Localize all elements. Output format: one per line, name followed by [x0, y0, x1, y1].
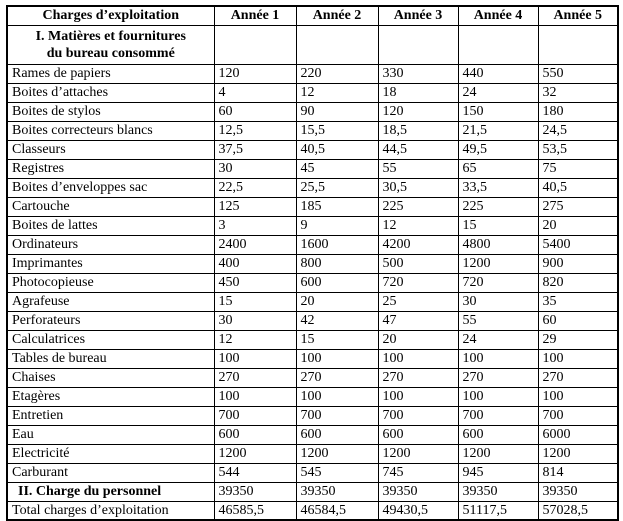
cell-value: 700: [296, 406, 378, 425]
table-row: [7, 140, 618, 159]
personnel-row: [7, 482, 618, 501]
cell-value: 100: [378, 387, 458, 406]
cell-value: 12,5: [214, 121, 296, 140]
cell-value: 270: [378, 368, 458, 387]
table-row: [7, 254, 618, 273]
cell-value: 12: [214, 330, 296, 349]
row-label: Boites de lattes: [7, 216, 214, 235]
cell-value: 1200: [458, 254, 538, 273]
cell-value: 4800: [458, 235, 538, 254]
row-label: Calculatrices: [7, 330, 214, 349]
cell-value: 400: [214, 254, 296, 273]
cell-value: 12: [378, 216, 458, 235]
row-label: Carburant: [7, 463, 214, 482]
cell-value: 25,5: [296, 178, 378, 197]
cell-value: 60: [214, 102, 296, 121]
table-row: [7, 444, 618, 463]
cell-value: 24: [458, 330, 538, 349]
cell-value: 450: [214, 273, 296, 292]
cell-value: 49,5: [458, 140, 538, 159]
cell-value: 545: [296, 463, 378, 482]
table-row: [7, 292, 618, 311]
row-label: Boites de stylos: [7, 102, 214, 121]
cell-value: 700: [458, 406, 538, 425]
cell-value: 45: [296, 159, 378, 178]
row-label: Etagères: [7, 387, 214, 406]
cell-value: 46585,5: [214, 501, 296, 520]
cell-value: 440: [458, 64, 538, 83]
row-label: Classeurs: [7, 140, 214, 159]
cell-value: 100: [458, 387, 538, 406]
row-label: Entretien: [7, 406, 214, 425]
cell-value: 270: [458, 368, 538, 387]
table-row: [7, 425, 618, 444]
cell-value: 60: [538, 311, 618, 330]
cell-value: 42: [296, 311, 378, 330]
cell-value: 30: [214, 159, 296, 178]
table-row: [7, 273, 618, 292]
cell-value: 15: [458, 216, 538, 235]
cell-value: 12: [296, 83, 378, 102]
cell-value: 814: [538, 463, 618, 482]
table-row: [7, 121, 618, 140]
cell-value: 150: [458, 102, 538, 121]
table-row: [7, 178, 618, 197]
cell-value: 20: [378, 330, 458, 349]
row-label: Boites correcteurs blancs: [7, 121, 214, 140]
cell-value: 275: [538, 197, 618, 216]
cell-value: 550: [538, 64, 618, 83]
cell-value: 600: [378, 425, 458, 444]
cell-value: 6000: [538, 425, 618, 444]
cell-value: 3: [214, 216, 296, 235]
cell-value: 25: [378, 292, 458, 311]
header-annee-1: Année 1: [214, 6, 296, 25]
cell-value: 51117,5: [458, 501, 538, 520]
cell-value: 46584,5: [296, 501, 378, 520]
cell-value: 100: [214, 387, 296, 406]
row-label: Agrafeuse: [7, 292, 214, 311]
cell-value: 22,5: [214, 178, 296, 197]
cell-value: 4: [214, 83, 296, 102]
cell-value: 65: [458, 159, 538, 178]
table-row: [7, 235, 618, 254]
cell-value: 600: [296, 425, 378, 444]
cell-value: 100: [538, 387, 618, 406]
cell-value: 270: [296, 368, 378, 387]
cell-value: 30,5: [378, 178, 458, 197]
cell-value: 39350: [458, 482, 538, 501]
table-row: [7, 64, 618, 83]
cell-value: 700: [214, 406, 296, 425]
row-label: Registres: [7, 159, 214, 178]
cell-value: 33,5: [458, 178, 538, 197]
table-row: [7, 197, 618, 216]
table-row: [7, 406, 618, 425]
section-row: [7, 25, 618, 64]
section-label: [7, 25, 214, 64]
cell-value: 20: [538, 216, 618, 235]
header-row: [7, 6, 618, 25]
cell-value: 900: [538, 254, 618, 273]
cell-value: 44,5: [378, 140, 458, 159]
cell-value: 39350: [296, 482, 378, 501]
empty-cell: [214, 25, 296, 64]
row-label: Photocopieuse: [7, 273, 214, 292]
row-label: Boites d’enveloppes sac: [7, 178, 214, 197]
cell-value: 2400: [214, 235, 296, 254]
cell-value: 5400: [538, 235, 618, 254]
cell-value: 90: [296, 102, 378, 121]
cell-value: 720: [458, 273, 538, 292]
row-label: II. Charge du personnel: [7, 482, 214, 501]
cell-value: 100: [378, 349, 458, 368]
cell-value: 120: [378, 102, 458, 121]
cell-value: 15: [296, 330, 378, 349]
section-label-line: I. Matières et fournitures: [35, 28, 186, 44]
cell-value: 9: [296, 216, 378, 235]
row-label: Total charges d’exploitation: [7, 501, 214, 520]
row-label: Chaises: [7, 368, 214, 387]
cell-value: 57028,5: [538, 501, 618, 520]
cell-value: 700: [378, 406, 458, 425]
cell-value: 600: [458, 425, 538, 444]
cell-value: 21,5: [458, 121, 538, 140]
cell-value: 185: [296, 197, 378, 216]
row-label: Boites d’attaches: [7, 83, 214, 102]
cell-value: 15,5: [296, 121, 378, 140]
cell-value: 745: [378, 463, 458, 482]
cell-value: 100: [214, 349, 296, 368]
cell-value: 1200: [378, 444, 458, 463]
cell-value: 30: [214, 311, 296, 330]
table-row: [7, 330, 618, 349]
cell-value: 100: [538, 349, 618, 368]
cell-value: 1200: [214, 444, 296, 463]
cell-value: 1200: [296, 444, 378, 463]
cell-value: 220: [296, 64, 378, 83]
cell-value: 544: [214, 463, 296, 482]
cell-value: 600: [214, 425, 296, 444]
cell-value: 55: [458, 311, 538, 330]
cell-value: 120: [214, 64, 296, 83]
table-row: [7, 349, 618, 368]
section-label-line: du bureau consommé: [46, 45, 175, 61]
cell-value: 1600: [296, 235, 378, 254]
cell-value: 40,5: [296, 140, 378, 159]
row-label: Rames de papiers: [7, 64, 214, 83]
empty-cell: [378, 25, 458, 64]
row-label: Eau: [7, 425, 214, 444]
cell-value: 18,5: [378, 121, 458, 140]
row-label: Perforateurs: [7, 311, 214, 330]
cell-value: 47: [378, 311, 458, 330]
charges-table: [6, 5, 619, 521]
cell-value: 18: [378, 83, 458, 102]
cell-value: 1200: [458, 444, 538, 463]
cell-value: 39350: [214, 482, 296, 501]
cell-value: 20: [296, 292, 378, 311]
cell-value: 32: [538, 83, 618, 102]
row-label: Cartouche: [7, 197, 214, 216]
empty-cell: [458, 25, 538, 64]
table-row: [7, 368, 618, 387]
cell-value: 24: [458, 83, 538, 102]
cell-value: 29: [538, 330, 618, 349]
cell-value: 800: [296, 254, 378, 273]
cell-value: 125: [214, 197, 296, 216]
row-label: Tables de bureau: [7, 349, 214, 368]
cell-value: 1200: [538, 444, 618, 463]
header-annee-4: Année 4: [458, 6, 538, 25]
cell-value: 30: [458, 292, 538, 311]
cell-value: 945: [458, 463, 538, 482]
cell-value: 270: [538, 368, 618, 387]
table-row: [7, 83, 618, 102]
cell-value: 39350: [378, 482, 458, 501]
cell-value: 53,5: [538, 140, 618, 159]
cell-value: 100: [458, 349, 538, 368]
table-body: [7, 25, 618, 520]
cell-value: 180: [538, 102, 618, 121]
cell-value: 55: [378, 159, 458, 178]
table-row: [7, 387, 618, 406]
header-annee-5: Année 5: [538, 6, 618, 25]
table-row: [7, 311, 618, 330]
row-label: Ordinateurs: [7, 235, 214, 254]
cell-value: 225: [458, 197, 538, 216]
cell-value: 820: [538, 273, 618, 292]
cell-value: 39350: [538, 482, 618, 501]
cell-value: 15: [214, 292, 296, 311]
cell-value: 330: [378, 64, 458, 83]
cell-value: 270: [214, 368, 296, 387]
cell-value: 4200: [378, 235, 458, 254]
cell-value: 225: [378, 197, 458, 216]
cell-value: 500: [378, 254, 458, 273]
row-label: Electricité: [7, 444, 214, 463]
table-row: [7, 159, 618, 178]
cell-value: 49430,5: [378, 501, 458, 520]
table-row: [7, 102, 618, 121]
row-label: Imprimantes: [7, 254, 214, 273]
total-row: [7, 501, 618, 520]
header-annee-3: Année 3: [378, 6, 458, 25]
cell-value: 75: [538, 159, 618, 178]
empty-cell: [296, 25, 378, 64]
empty-cell: [538, 25, 618, 64]
cell-value: 100: [296, 349, 378, 368]
cell-value: 700: [538, 406, 618, 425]
cell-value: 24,5: [538, 121, 618, 140]
cell-value: 720: [378, 273, 458, 292]
header-annee-2: Année 2: [296, 6, 378, 25]
cell-value: 100: [296, 387, 378, 406]
table-row: [7, 463, 618, 482]
cell-value: 600: [296, 273, 378, 292]
cell-value: 40,5: [538, 178, 618, 197]
cell-value: 37,5: [214, 140, 296, 159]
cell-value: 35: [538, 292, 618, 311]
table-row: [7, 216, 618, 235]
header-charges-label: Charges d’exploitation: [7, 6, 214, 25]
